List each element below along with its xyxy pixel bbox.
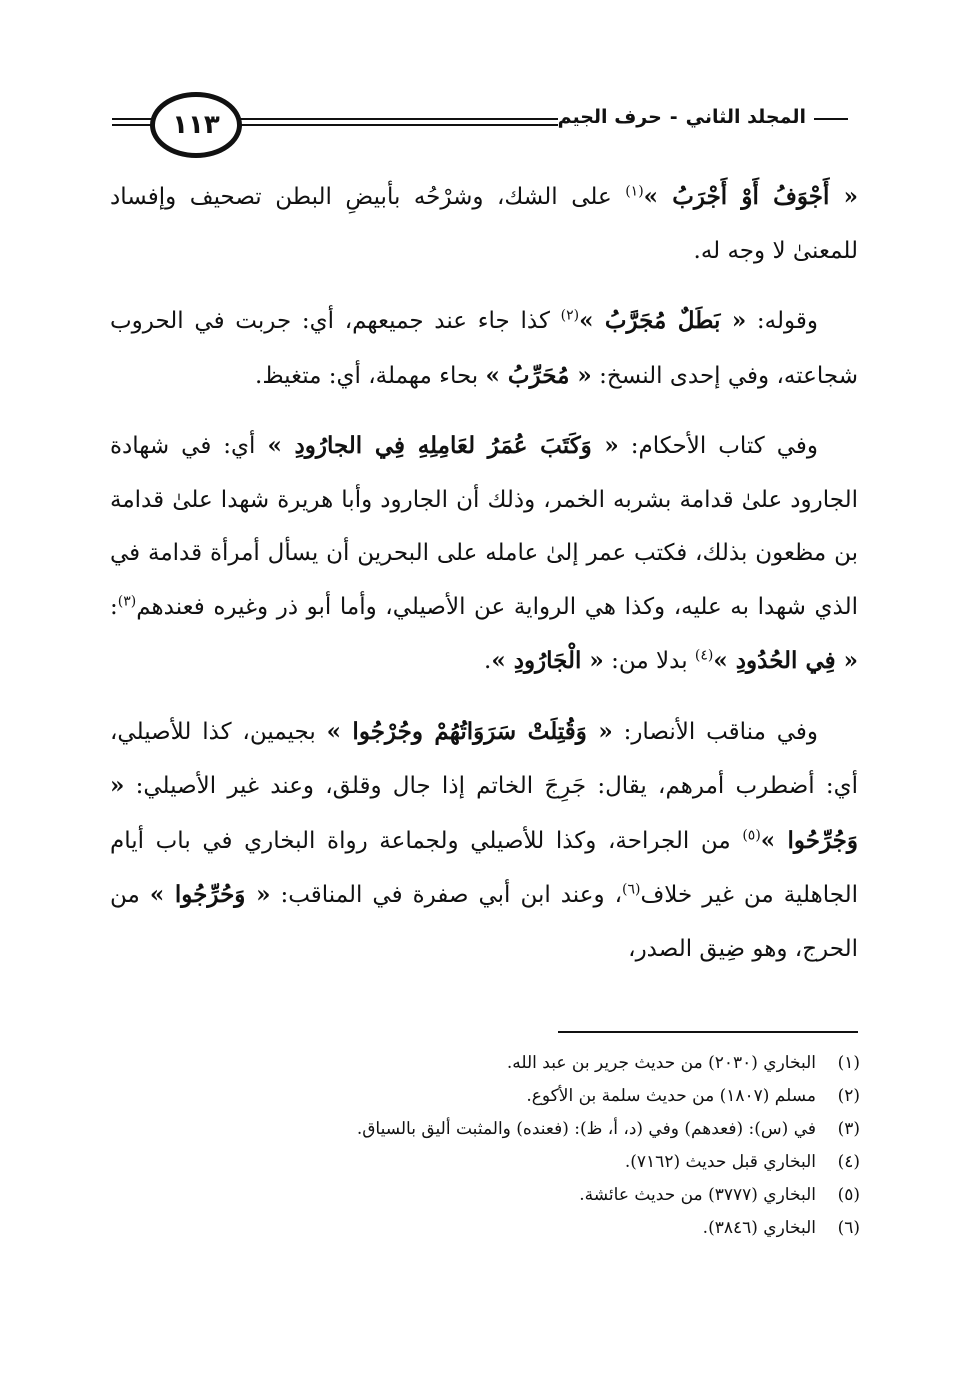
- quote: « وَقُتِلَتْ سَرَوَاتُهُمْ وجُرْجُوا »: [326, 717, 613, 745]
- text-run: .: [484, 648, 492, 674]
- text-run: كذا جاء عند جميعهم، أي: جربت في الحروب شجاعته، وفي إحدى النسخ:: [110, 308, 858, 389]
- quote: « مُحَرِّبُ »: [485, 361, 592, 389]
- text-run: أي: في شهادة الجارود علىٰ قدامة بشربه الخمر، وذلك أن الجارود وأبا هريرة شهدا علىٰ قدامة بن مظعون بذلك، فكتب عمر إلىٰ عامله على البحرين أن يسأل أمرأة قدامة في الذي شهدا به عليه، وكذا هي الرواية عن الأصيلي، وأما أبو ذر وغيره فعندهم: [110, 433, 858, 620]
- quote: « وَحُرِّجُوا »: [149, 881, 271, 908]
- paragraph-1: [110, 170, 858, 278]
- footnote-number: (٦): [837, 1218, 860, 1238]
- quote: « وَكَتَبَ عُمَرُ لعَامِلِهِ فِي الجارُودِ »: [267, 432, 619, 459]
- chapter-label: حرف الجيم: [557, 106, 662, 128]
- footnote-2: [160, 1080, 860, 1113]
- text-run: ، وعند ابن أبي صفرة في المناقب:: [270, 882, 622, 908]
- footnote-1: [160, 1047, 860, 1080]
- page-number: ١١٣: [150, 92, 242, 158]
- text-run: وفي مناقب الأنصار:: [612, 718, 818, 745]
- footnote-text: البخاري (٣٧٧٧) من حديث عائشة.: [579, 1185, 816, 1205]
- footnote-text: البخاري قبل حديث (٧١٦٢).: [624, 1152, 816, 1172]
- volume-label: المجلد الثاني: [685, 106, 806, 128]
- text-run: من الحرج، وهو ضِيق الصدر،: [110, 882, 858, 962]
- footnote-ref[interactable]: (٣): [117, 592, 137, 609]
- footnote-ref[interactable]: (٥): [742, 826, 761, 843]
- footnote-number: (٢): [837, 1086, 860, 1106]
- footnote-number: (٥): [837, 1185, 860, 1205]
- footnotes: [160, 1047, 860, 1245]
- footnote-text: البخاري (٢٠٣٠) من حديث جرير بن عبد الله.: [506, 1053, 816, 1073]
- footnote-4: [160, 1146, 860, 1179]
- text-run: من الجراحة، وكذا للأصيلي ولجماعة رواة البخاري في باب أيام الجاهلية من غير خلاف: [110, 827, 858, 908]
- footnote-3: [160, 1113, 860, 1146]
- text-run: بدلا من:: [603, 648, 695, 674]
- quote: « الْجَارُودِ »: [491, 647, 604, 674]
- text-run: بحاء مهملة، أي: متغيظ.: [255, 362, 486, 389]
- main-text: [110, 170, 858, 992]
- quote: « وَجُرِّحُوا »: [110, 772, 858, 854]
- footnote-text: مسلم (١٨٠٧) من حديث سلمة بن الأكوع.: [526, 1086, 816, 1106]
- quote: « فِي الحُدُودِ »: [713, 647, 858, 674]
- footnote-ref[interactable]: (٤): [694, 647, 714, 664]
- paragraph-3: [110, 419, 858, 689]
- text-run: وفي كتاب الأحكام:: [618, 433, 819, 459]
- header-rule-left: [112, 118, 156, 120]
- paragraph-4: [110, 705, 858, 977]
- text-run: بجيمين، كذا للأصيلي، أي: أضطرب أمرهم، يقال: جَرِجَ الخاتم إذا جال وقلق، وعند غير الأصيلي:: [110, 718, 858, 799]
- footnote-ref[interactable]: (٦): [622, 881, 641, 898]
- footnote-6: [160, 1212, 860, 1245]
- footnote-ref[interactable]: (١): [625, 183, 644, 200]
- footnote-ref[interactable]: (٢): [560, 307, 580, 324]
- page-header: [112, 92, 848, 162]
- footnote-5: [160, 1179, 860, 1212]
- footnote-separator: [558, 1031, 858, 1033]
- footnote-text: البخاري (٣٨٤٦).: [702, 1218, 816, 1238]
- footnote-number: (٣): [837, 1119, 860, 1139]
- title-separator: -: [669, 106, 678, 128]
- footnote-number: (٤): [837, 1152, 860, 1172]
- text-run: :: [110, 593, 118, 620]
- text-run: على الشك، وشرْحُه بأبيضِ البطن تصحيف وإفساد للمعنىٰ لا وجه له.: [110, 184, 858, 264]
- footnote-text: في (س): (فعدهم) وفي (د، أ، ظ): (فعنده) والمثبت أليق بالسياق.: [356, 1119, 816, 1139]
- paragraph-2: [110, 294, 858, 403]
- quote: « أَجْوَفُ أَوْ أَجْرَبُ »: [643, 183, 858, 210]
- text-run: وقوله:: [746, 308, 818, 334]
- running-title: [558, 106, 848, 128]
- footnote-number: (١): [837, 1053, 860, 1073]
- quote: « بَطَلٌ مُجَرَّبُ »: [579, 307, 747, 334]
- title-dash-decoration: [814, 118, 848, 120]
